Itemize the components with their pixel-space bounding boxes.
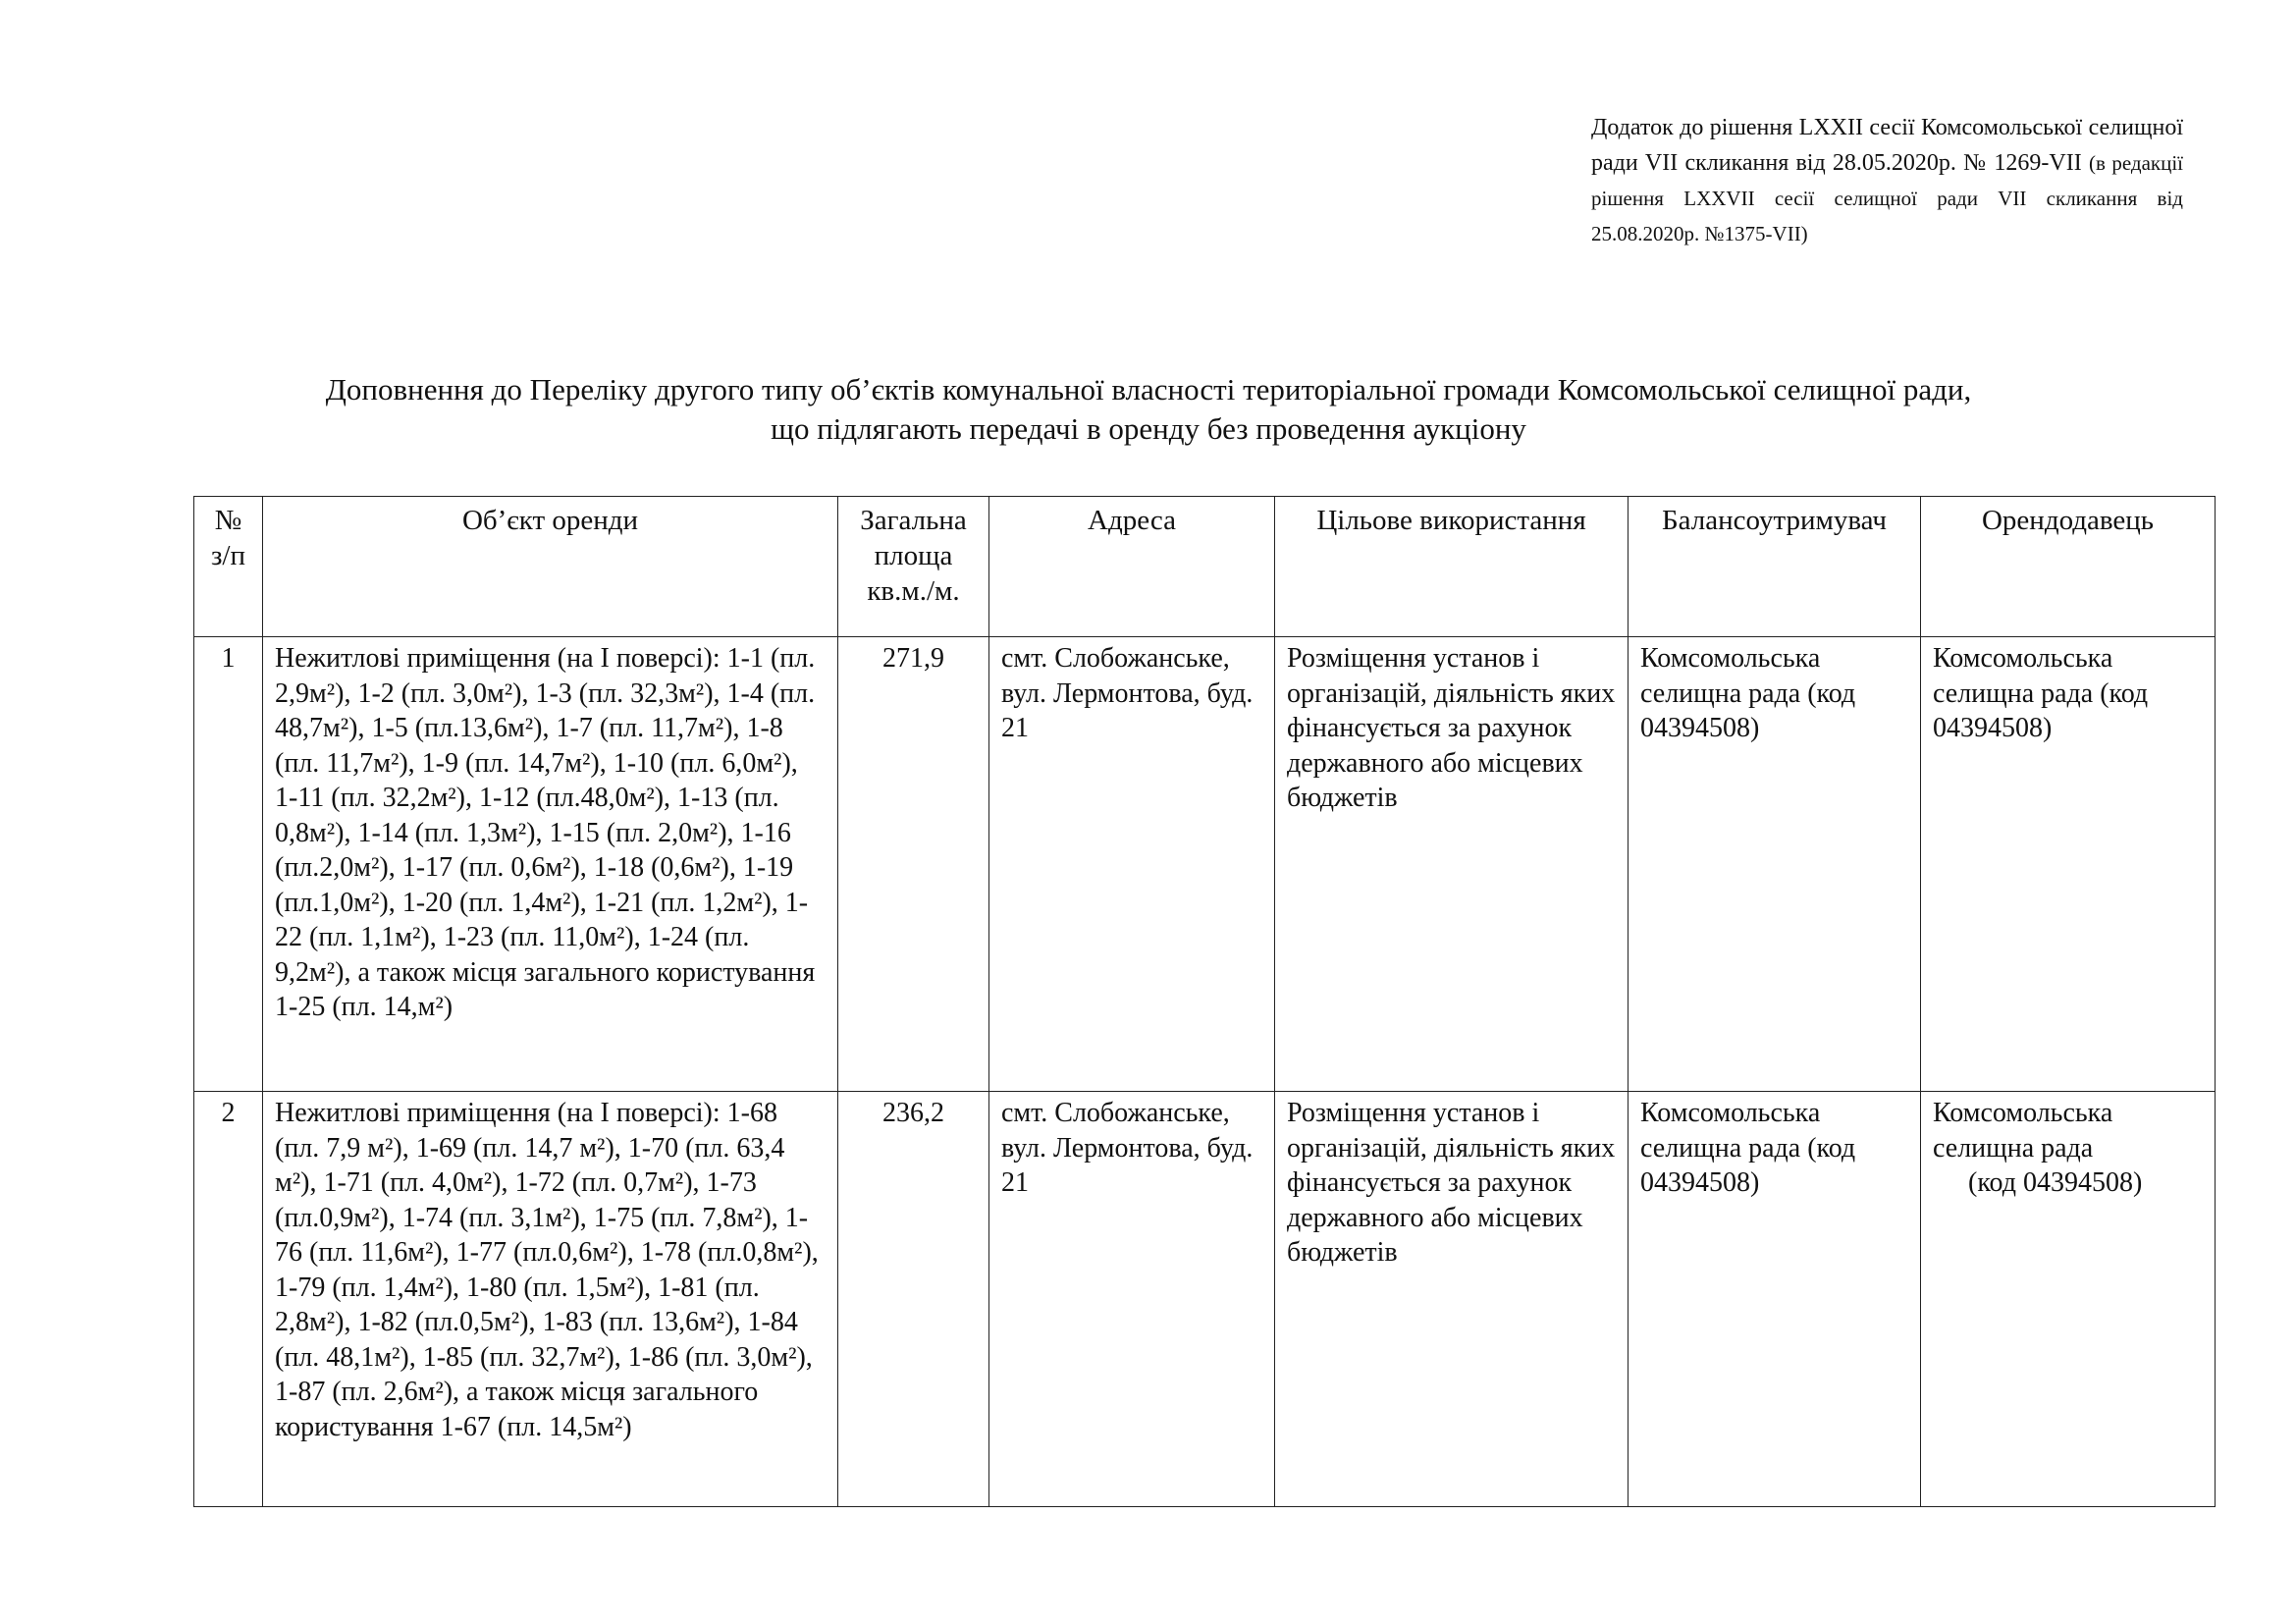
row-lessor (1921, 1092, 2216, 1507)
lease-objects-table (193, 496, 2216, 1507)
header-address: Адреса (989, 497, 1275, 637)
row-holder: Комсомольська селищна рада (код 04394508) (1629, 637, 1921, 1092)
header-num: № з/п (194, 497, 263, 637)
row-purpose: Розміщення установ і організацій, діяльність яких фінансується за рахунок державного або місцевих бюджетів (1275, 637, 1629, 1092)
addendum-revision-ref: (в редакції рішення LXXVII сесії селищної ради VII скликання від 25.08.2020р. №1375-VII) (1591, 151, 2184, 245)
header-lessor: Орендодавець (1921, 497, 2216, 637)
row-object: Нежитлові приміщення (на І поверсі): 1-1 (пл. 2,9м²), 1-2 (пл. 3,0м²), 1-3 (пл. 32,3м²), 1-4 (пл. 48,7м²), 1-5 (пл.13,6м²), 1-7 (пл. 11,7м²), 1-8 (пл. 11,7м²), 1-9 (пл. 14,7м²), 1-10 (пл. 6,0м²), 1-11 (пл. 32,2м²), 1-12 (пл.48,0м²), 1-13 (пл. 0,8м²), 1-14 (пл. 1,3м²), 1-15 (пл. 2,0м²), 1-16 (пл.2,0м²), 1-17 (пл. 0,6м²), 1-18 (0,6м²), 1-19 (пл.1,0м²), 1-20 (пл. 1,4м²), 1-21 (пл. 1,2м²), 1-22 (пл. 1,1м²), 1-23 (пл. 11,0м²), 1-24 (пл. 9,2м²), а також місця загального користування 1-25 (пл. 14,м²) (263, 637, 838, 1092)
document-title-line-2: що підлягають передачі в оренду без проведення аукціону (771, 411, 1526, 446)
table-row (194, 1092, 2216, 1507)
row-num: 2 (194, 1092, 263, 1507)
document-title-line-1: Доповнення до Переліку другого типу об’єктів комунальної власності територіальної громади Комсомольської селищної ради, (325, 372, 1972, 406)
row-num: 1 (194, 637, 263, 1092)
header-area: Загальна площа кв.м./м. (838, 497, 989, 637)
row-address: смт. Слобожанське, вул. Лермонтова, буд. 21 (989, 1092, 1275, 1507)
row-purpose: Розміщення установ і організацій, діяльність яких фінансується за рахунок державного або місцевих бюджетів (1275, 1092, 1629, 1507)
row-lessor: Комсомольська селищна рада (код 04394508) (1921, 637, 2216, 1092)
header-holder: Балансоутримувач (1629, 497, 1921, 637)
row-lessor-code: (код 04394508) (1968, 1167, 2143, 1198)
header-object: Об’єкт оренди (263, 497, 838, 637)
row-area: 271,9 (838, 637, 989, 1092)
document-title (196, 370, 2101, 449)
addendum-decision-ref: Додаток до рішення LXXII сесії Комсомольської селищної ради VII скликання від 28.05.2020р. № 1269-VII (1591, 115, 2183, 176)
row-lessor-name: Комсомольська селищна рада (1933, 1098, 2113, 1164)
table-row (194, 637, 2216, 1092)
table-header-row (194, 497, 2216, 637)
header-purpose: Цільове використання (1275, 497, 1629, 637)
addendum-note (1591, 110, 2183, 251)
row-holder: Комсомольська селищна рада (код 04394508) (1629, 1092, 1921, 1507)
row-area: 236,2 (838, 1092, 989, 1507)
row-object: Нежитлові приміщення (на І поверсі): 1-68 (пл. 7,9 м²), 1-69 (пл. 14,7 м²), 1-70 (пл. 63,4 м²), 1-71 (пл. 4,0м²), 1-72 (пл. 0,7м²), 1-73 (пл.0,9м²), 1-74 (пл. 3,1м²), 1-75 (пл. 7,8м²), 1-76 (пл. 11,6м²), 1-77 (пл.0,6м²), 1-78 (пл.0,8м²), 1-79 (пл. 1,4м²), 1-80 (пл. 1,5м²), 1-81 (пл. 2,8м²), 1-82 (пл.0,5м²), 1-83 (пл. 13,6м²), 1-84 (пл. 48,1м²), 1-85 (пл. 32,7м²), 1-86 (пл. 3,0м²), 1-87 (пл. 2,6м²), а також місця загального користування 1-67 (пл. 14,5м²) (263, 1092, 838, 1507)
row-address: смт. Слобожанське, вул. Лермонтова, буд. 21 (989, 637, 1275, 1092)
